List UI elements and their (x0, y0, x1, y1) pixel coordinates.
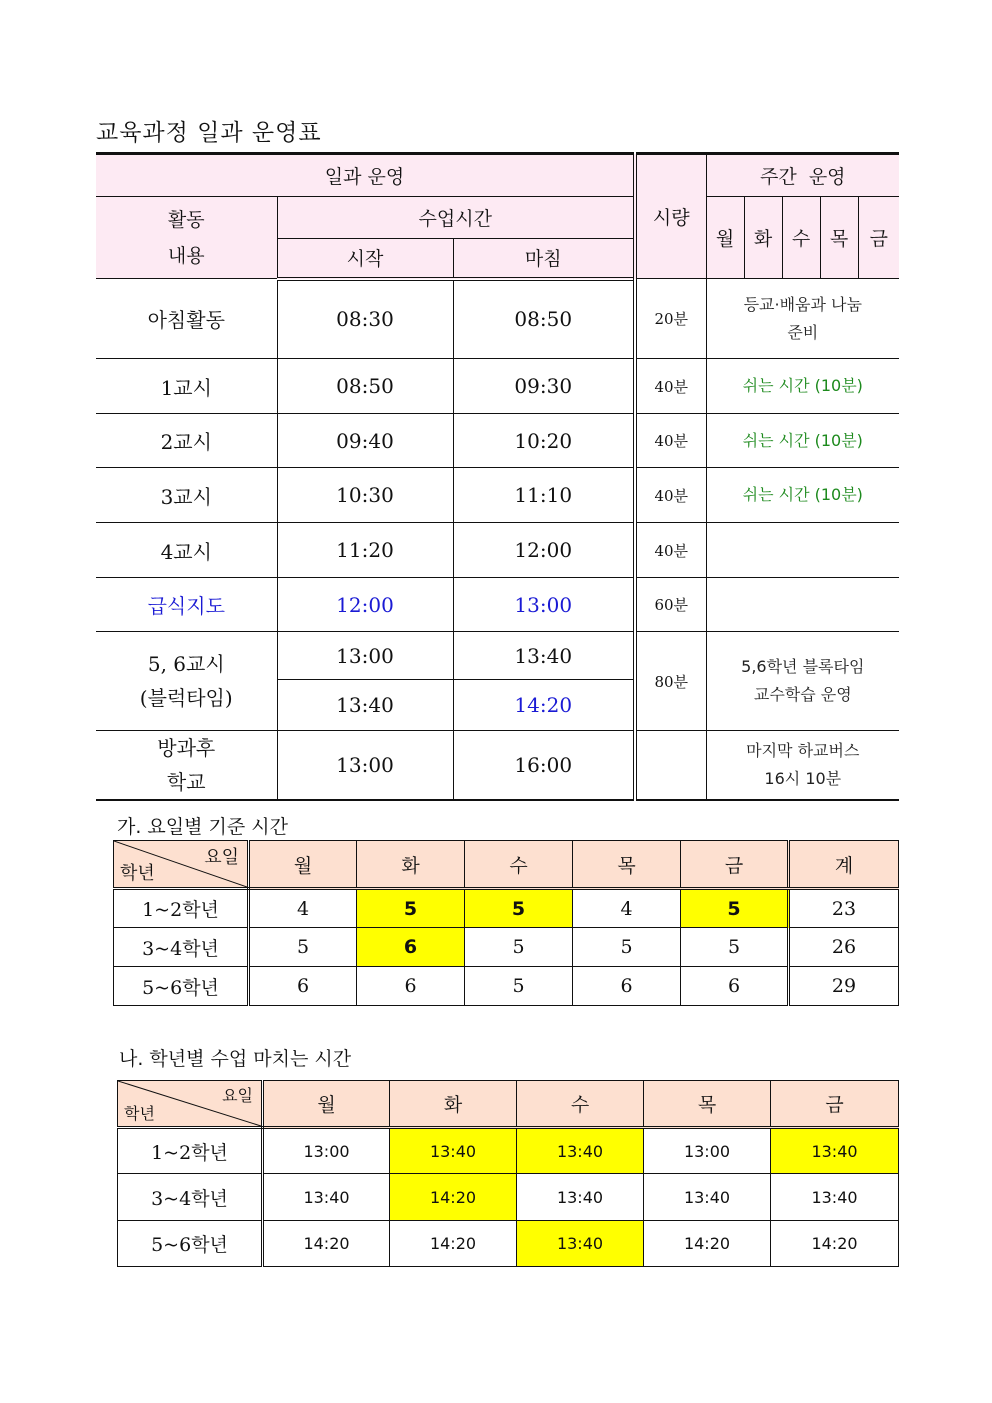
table-row (118, 1221, 899, 1267)
corner-header: 요일 학년 (114, 841, 249, 889)
day-header-mon: 월 (706, 197, 744, 279)
table-row (118, 1128, 899, 1174)
value-cell: 5 (573, 928, 681, 967)
time-cell: 13:40 (517, 1174, 644, 1221)
col-header: 목 (573, 841, 681, 889)
section-ga-title: 가. 요일별 기준 시간 (117, 816, 288, 838)
activity-cell: 2교시 (96, 414, 277, 468)
col-header: 월 (249, 841, 357, 889)
table-row (96, 414, 899, 468)
time-cell-highlight: 13:40 (517, 1128, 644, 1174)
start-cell: 12:00 (277, 578, 453, 632)
day-header-wed: 수 (782, 197, 820, 279)
time-cell: 14:20 (390, 1221, 517, 1267)
end-cell: 09:30 (453, 359, 635, 414)
end-header: 마침 (453, 239, 635, 279)
start-cell: 11:20 (277, 523, 453, 578)
time-cell-highlight: 14:20 (390, 1174, 517, 1221)
col-header: 월 (263, 1081, 390, 1128)
daily-ops-header: 일과 운영 (96, 154, 635, 197)
class-time-header: 수업시간 (277, 197, 635, 239)
corner-header: 요일 학년 (118, 1081, 263, 1128)
duration-cell: 60분 (635, 578, 706, 632)
note-cell (706, 578, 899, 632)
day-header-thu: 목 (820, 197, 858, 279)
table-row (114, 967, 899, 1006)
total-cell: 29 (789, 967, 899, 1006)
table-row (96, 523, 899, 578)
duration-cell: 40분 (635, 523, 706, 578)
value-cell-highlight: 5 (681, 889, 789, 928)
end-times-table (117, 1080, 899, 1267)
duration-cell: 40분 (635, 414, 706, 468)
activity-cell: 아침활동 (96, 279, 277, 359)
end-cell: 08:50 (453, 279, 635, 359)
weekly-hours-table (113, 840, 899, 1006)
grade-cell: 5~6학년 (118, 1221, 263, 1267)
page-title: 교육과정 일과 운영표 (96, 120, 322, 146)
day-header-tue: 화 (744, 197, 782, 279)
value-cell: 6 (357, 967, 465, 1006)
value-cell: 4 (573, 889, 681, 928)
start-cell: 13:40 (277, 680, 453, 731)
note-cell: 5,6학년 블록타임 교수학습 운영 (706, 632, 899, 731)
end-cell: 12:00 (453, 523, 635, 578)
daily-schedule-table (96, 152, 899, 801)
start-cell: 08:30 (277, 279, 453, 359)
table-row (96, 632, 899, 680)
time-cell: 14:20 (771, 1221, 899, 1267)
activity-cell: 3교시 (96, 468, 277, 523)
col-header: 금 (771, 1081, 899, 1128)
start-cell: 10:30 (277, 468, 453, 523)
value-cell: 6 (681, 967, 789, 1006)
total-cell: 23 (789, 889, 899, 928)
start-cell: 13:00 (277, 632, 453, 680)
duration-header: 시량 (635, 154, 706, 279)
end-cell: 13:00 (453, 578, 635, 632)
day-header-fri: 금 (858, 197, 899, 279)
activity-cell: 방과후 학교 (96, 731, 277, 801)
break-note: 쉬는 시간 (10분) (706, 359, 899, 414)
note-cell (706, 523, 899, 578)
value-cell: 4 (249, 889, 357, 928)
value-cell-highlight: 6 (357, 928, 465, 967)
value-cell: 5 (465, 928, 573, 967)
grade-cell: 3~4학년 (118, 1174, 263, 1221)
note-cell: 등교·배움과 나눔 준비 (706, 279, 899, 359)
start-cell: 08:50 (277, 359, 453, 414)
table-row (96, 279, 899, 359)
time-cell: 14:20 (644, 1221, 771, 1267)
start-cell: 09:40 (277, 414, 453, 468)
value-cell: 6 (573, 967, 681, 1006)
duration-cell: 80분 (635, 632, 706, 731)
start-cell: 13:00 (277, 731, 453, 801)
col-header: 화 (390, 1081, 517, 1128)
section-na-title: 나. 학년별 수업 마치는 시간 (119, 1048, 352, 1070)
time-cell: 14:20 (263, 1221, 390, 1267)
time-cell: 13:00 (263, 1128, 390, 1174)
table-row (96, 468, 899, 523)
value-cell: 5 (681, 928, 789, 967)
value-cell: 5 (249, 928, 357, 967)
time-cell: 13:40 (644, 1174, 771, 1221)
end-cell: 16:00 (453, 731, 635, 801)
activity-header: 활동 내용 (96, 197, 277, 279)
col-header: 금 (681, 841, 789, 889)
grade-cell: 1~2학년 (118, 1128, 263, 1174)
weekly-ops-header: 주간 운영 (706, 154, 899, 197)
start-header: 시작 (277, 239, 453, 279)
note-cell: 마지막 하교버스 16시 10분 (706, 731, 899, 801)
table-row (96, 578, 899, 632)
time-cell: 13:00 (644, 1128, 771, 1174)
time-cell-highlight: 13:40 (517, 1221, 644, 1267)
col-header: 목 (644, 1081, 771, 1128)
time-cell: 13:40 (771, 1174, 899, 1221)
table-row (118, 1174, 899, 1221)
value-cell: 6 (249, 967, 357, 1006)
end-cell: 11:10 (453, 468, 635, 523)
value-cell: 5 (465, 967, 573, 1006)
end-cell: 14:20 (453, 680, 635, 731)
grade-cell: 1~2학년 (114, 889, 249, 928)
duration-cell (635, 731, 706, 801)
activity-cell: 4교시 (96, 523, 277, 578)
col-header: 수 (517, 1081, 644, 1128)
activity-cell: 급식지도 (96, 578, 277, 632)
activity-cell: 1교시 (96, 359, 277, 414)
table-row (96, 731, 899, 801)
time-cell: 13:40 (263, 1174, 390, 1221)
activity-cell: 5, 6교시 (블럭타임) (96, 632, 277, 731)
total-cell: 26 (789, 928, 899, 967)
table-row (114, 889, 899, 928)
table-row (114, 928, 899, 967)
value-cell-highlight: 5 (465, 889, 573, 928)
duration-cell: 40분 (635, 359, 706, 414)
time-cell-highlight: 13:40 (771, 1128, 899, 1174)
end-cell: 10:20 (453, 414, 635, 468)
duration-cell: 20분 (635, 279, 706, 359)
break-note: 쉬는 시간 (10분) (706, 468, 899, 523)
break-note: 쉬는 시간 (10분) (706, 414, 899, 468)
time-cell-highlight: 13:40 (390, 1128, 517, 1174)
grade-cell: 5~6학년 (114, 967, 249, 1006)
value-cell-highlight: 5 (357, 889, 465, 928)
end-cell: 13:40 (453, 632, 635, 680)
col-header: 수 (465, 841, 573, 889)
duration-cell: 40분 (635, 468, 706, 523)
col-header: 화 (357, 841, 465, 889)
grade-cell: 3~4학년 (114, 928, 249, 967)
col-header-total: 계 (789, 841, 899, 889)
table-row (96, 359, 899, 414)
